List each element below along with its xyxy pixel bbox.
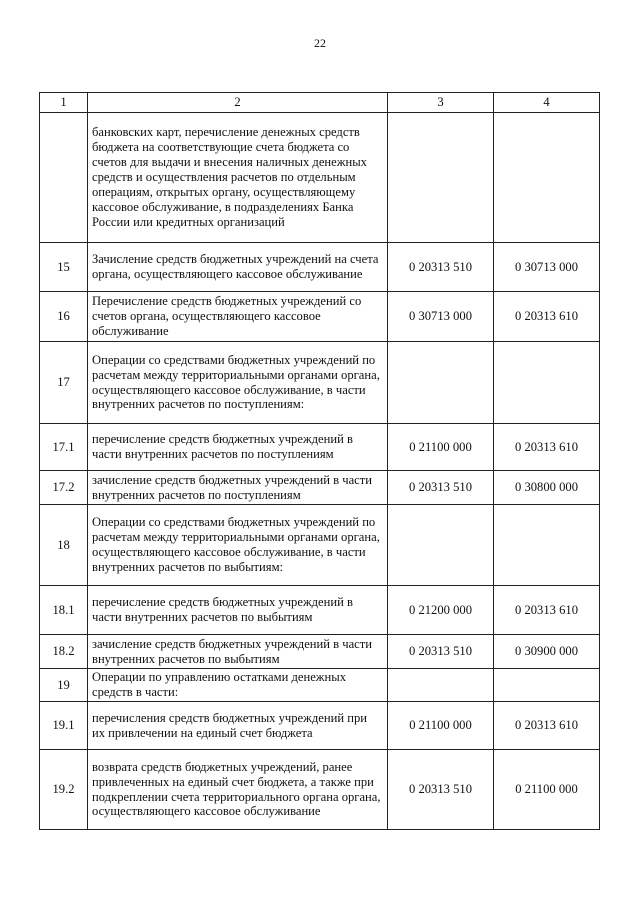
row-credit: 0 30900 000: [494, 635, 600, 669]
row-text: возврата средств бюджетных учреждений, ранее привлеченных на единый счет бюджета, а также при подкреплении счета территориального органа органа, осуществляющего кассовое обслуживание: [88, 750, 388, 830]
row-number: [40, 113, 88, 243]
row-number: 18.2: [40, 635, 88, 669]
row-number: 17: [40, 342, 88, 424]
header-col-3: 3: [388, 93, 494, 113]
row-credit: 0 20313 610: [494, 424, 600, 471]
row-text: Операции по управлению остатками денежных средств в части:: [88, 669, 388, 702]
header-col-1: 1: [40, 93, 88, 113]
row-debit: 0 20313 510: [388, 750, 494, 830]
row-debit: [388, 342, 494, 424]
table-row: [40, 424, 600, 471]
row-debit: 0 30713 000: [388, 292, 494, 342]
row-credit: 0 21100 000: [494, 750, 600, 830]
row-credit: [494, 505, 600, 586]
row-number: 17.2: [40, 471, 88, 505]
row-debit: 0 21100 000: [388, 424, 494, 471]
table-row: [40, 702, 600, 750]
row-number: 19.2: [40, 750, 88, 830]
row-credit: 0 20313 610: [494, 586, 600, 635]
row-debit: [388, 505, 494, 586]
row-debit: [388, 113, 494, 243]
row-credit: [494, 113, 600, 243]
row-text: банковских карт, перечисление денежных средств бюджета на соответствующие счета бюджета со счетов для выдачи и внесения наличных денежных средств и осуществления расчетов по отдельным операциям, открытых органу, осуществляющему кассовое обслуживание, в подразделениях Банка России или кредитных организаций: [88, 113, 388, 243]
row-debit: 0 20313 510: [388, 635, 494, 669]
page-number: 22: [314, 36, 326, 50]
row-number: 19.1: [40, 702, 88, 750]
table-header-row: [40, 93, 600, 113]
row-number: 19: [40, 669, 88, 702]
row-debit: 0 20313 510: [388, 243, 494, 292]
table-row: [40, 586, 600, 635]
row-text: перечисление средств бюджетных учреждений в части внутренних расчетов по выбытиям: [88, 586, 388, 635]
row-debit: 0 20313 510: [388, 471, 494, 505]
row-text: Перечисление средств бюджетных учреждений со счетов органа, осуществляющего кассовое обслуживание: [88, 292, 388, 342]
row-text: Операции со средствами бюджетных учреждений по расчетам между территориальными органами органа, осуществляющего кассовое обслуживание, в части внутренних расчетов по выбытиям:: [88, 505, 388, 586]
header-col-2: 2: [88, 93, 388, 113]
table-row: [40, 243, 600, 292]
row-number: 15: [40, 243, 88, 292]
table-row: [40, 635, 600, 669]
table-row: [40, 471, 600, 505]
row-text: перечисление средств бюджетных учреждений в части внутренних расчетов по поступлениям: [88, 424, 388, 471]
accounting-entries-table: [39, 92, 600, 830]
table-row: [40, 342, 600, 424]
header-col-4: 4: [494, 93, 600, 113]
row-text: Операции со средствами бюджетных учреждений по расчетам между территориальными органами органа, осуществляющего кассовое обслуживание, в части внутренних расчетов по поступлениям:: [88, 342, 388, 424]
row-credit: [494, 342, 600, 424]
row-number: 17.1: [40, 424, 88, 471]
table-row: [40, 750, 600, 830]
row-text: зачисление средств бюджетных учреждений в части внутренних расчетов по выбытиям: [88, 635, 388, 669]
row-credit: 0 20313 610: [494, 702, 600, 750]
row-credit: 0 30800 000: [494, 471, 600, 505]
row-number: 18.1: [40, 586, 88, 635]
row-text: зачисление средств бюджетных учреждений в части внутренних расчетов по поступлениям: [88, 471, 388, 505]
table-row: [40, 292, 600, 342]
table-row: [40, 505, 600, 586]
row-text: Зачисление средств бюджетных учреждений на счета органа, осуществляющего кассовое обслуживание: [88, 243, 388, 292]
row-credit: 0 20313 610: [494, 292, 600, 342]
row-debit: 0 21200 000: [388, 586, 494, 635]
row-credit: [494, 669, 600, 702]
row-text: перечисления средств бюджетных учреждений при их привлечении на единый счет бюджета: [88, 702, 388, 750]
row-number: 18: [40, 505, 88, 586]
row-debit: [388, 669, 494, 702]
table-row: [40, 113, 600, 243]
table-row: [40, 669, 600, 702]
row-debit: 0 21100 000: [388, 702, 494, 750]
row-number: 16: [40, 292, 88, 342]
row-credit: 0 30713 000: [494, 243, 600, 292]
